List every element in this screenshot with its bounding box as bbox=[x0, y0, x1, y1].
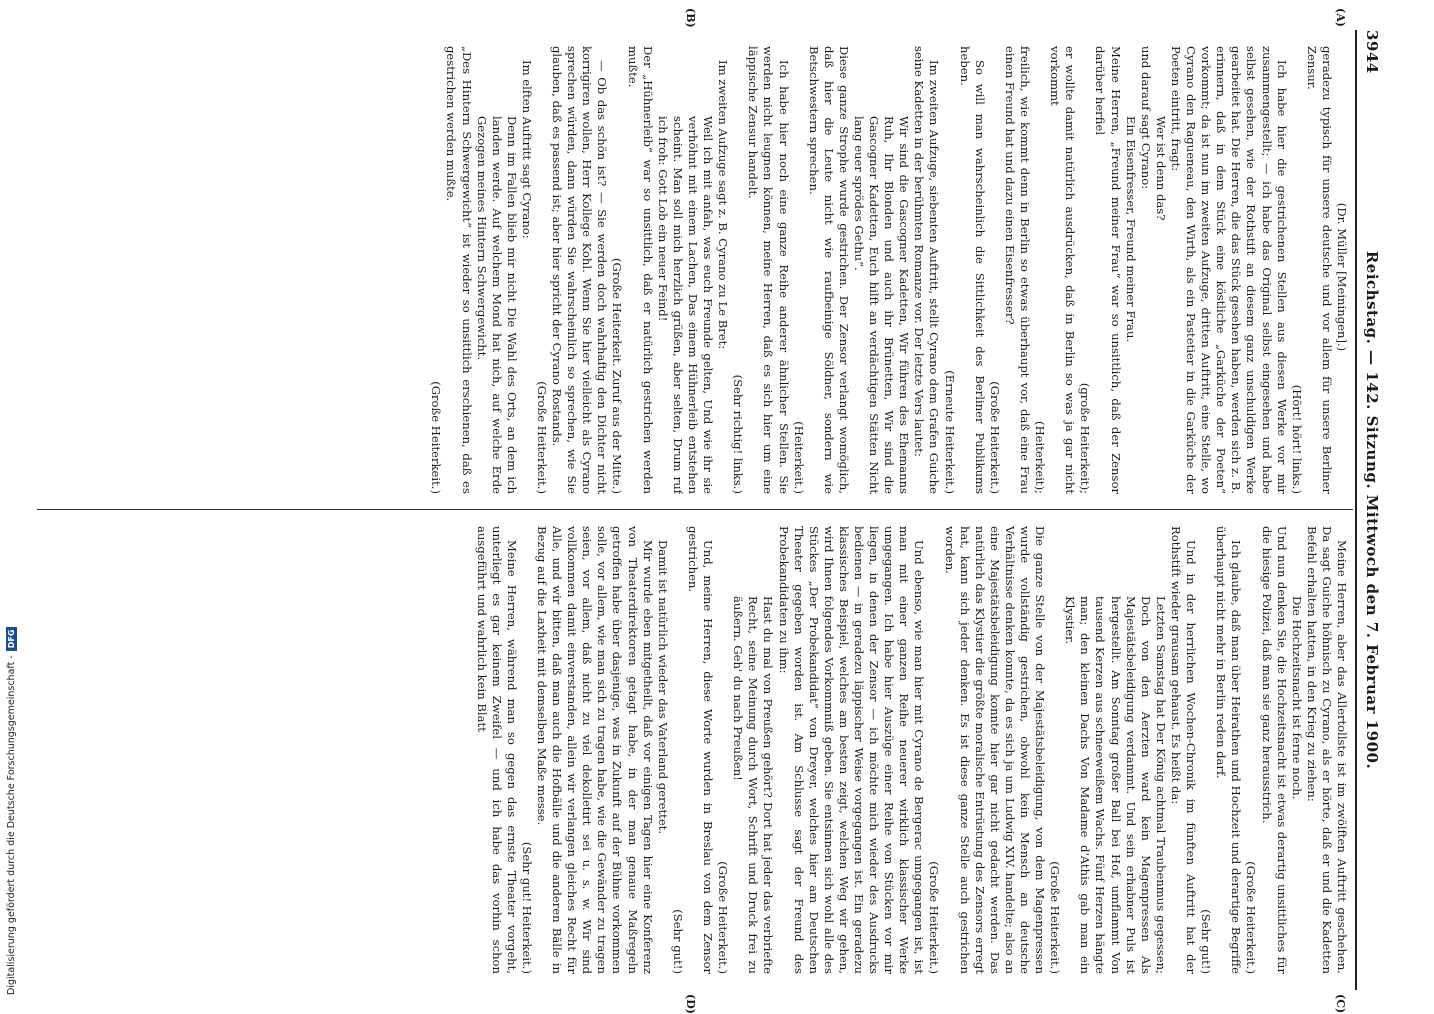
paragraph: Meine Herren, während man so gegen das ernste Theater vorgeht, unterliegt es gar keinem Zweifel — und ich habe das vorhin schon ausgeführt und wahrlich kein Blatt bbox=[474, 526, 519, 974]
stage-direction: (Große Heiterkeit.) bbox=[716, 861, 731, 974]
paragraph: Die ganze Stelle von der Majestätsbeleidigung, von dem Magenpressen wurde vollständig gestrichen, obwohl kein Mensch an deutsche Verhältnisse denken konnte, da es sich ja um Ludwig XIV. handelte; also an eine Majestätsbeleidigung konnte hier gar nicht gedacht werden. Das natürlich das Klystier die größte moralische Entrüstung des Zensors erregt hat, kann sich jeder denken. Es ist diese ganze Stelle auch gestrichen worden. bbox=[942, 526, 1048, 974]
stage-direction: (Sehr gut!) bbox=[670, 909, 685, 974]
paragraph: Ich habe hier die gestrichenen Stellen aus diesen Werke vor mir zusammengestellt; — ich habe das Original selbst eingesehen und habe selbst gesehen, wie der Rothstift an diesem ganz unschuldigen Werke gearbeitet hat. Die Herren, die das Stück gesehen haben, werden sich z. B. erinnern, daß in dem Stück eine köstliche „Garküche der Poeten“ vorkommt; da ist nun im zweiten Aufzuge, dritten Auftritt, eine Stelle, wo Cyrano den Ragueneau, den Wirth, als ein Pastetier in die Garküche der Poeten eintritt, fragt: bbox=[1168, 46, 1289, 494]
verse-quote: Weil ich mit anfah, was euch Freunde gelten, Und wie ihr sie verhöhnt mit einem Lachen, Das einem Hühnerleib entstehen scheint. Man soll mich herzlich grüßen, aber selten, Drum ruf ich froh: Gott Lob ein neuer Feind! bbox=[655, 116, 716, 494]
paragraph: Meine Herren, aber das Allertollste ist im zwölften Auftritt geschehen. Da sagt Guiche höhnisch zu Cyrano, als er hörte, daß er und die Kadetten Befehl erhalten hatten, in den Krieg zu ziehen: bbox=[1304, 526, 1349, 974]
dfg-logo: DFG bbox=[6, 627, 17, 652]
stage-direction: (Sehr richtig! links.) bbox=[731, 374, 746, 494]
paragraph: Damit ist natürlich wieder das Vaterland gerettet. bbox=[655, 540, 670, 835]
stage-direction: (Große Heiterkeit.) bbox=[1244, 861, 1259, 974]
margin-letter-c: (C) bbox=[1334, 994, 1347, 1014]
paragraph: — Ob das schön ist? — Sie werden doch wahrhaftig den Dichter nicht korrigiren wollen, Herr Kollege Kohl. Wenn Sie hier vielleicht als Cyrano sprechen würden, dann würden Sie wahrscheinlich so sprechen, wie Sie glauben, daß es passend ist; aber hier spricht der Cyrano Rostands. bbox=[550, 46, 610, 494]
verse-quote: Wir sind die Gascogner Kadetten, Wir führen des Ehemanns Ruh, Ihr Blonden und auch ihr Brünetten, Wir sind die Gascogner Kadetten, Euch hilft an verdächtigen Stätten Nicht lang euer sprödes Gethu“. bbox=[852, 116, 912, 494]
stage-direction: (Große Heiterkeit.) bbox=[535, 381, 550, 494]
paragraph: So will man wahrscheinlich die Sittlichkeit des Berliner Publikums heben. bbox=[957, 46, 987, 494]
verse-quote: Die Hochzeitsnacht ist ferne noch. bbox=[1289, 596, 1304, 800]
stage-direction: (Große Heiterkeit.) bbox=[429, 381, 444, 494]
stage-direction: (Große Heiterkeit.) bbox=[1048, 861, 1063, 974]
paragraph: Ich habe hier noch eine ganze Reihe anderer ähnlicher Stellen. Sie werden nicht leugnen können, meine Herren, daß es sich hier um eine läppische Zensur handelt. bbox=[746, 46, 791, 494]
paragraph: Diese ganze Strophe wurde gestrichen. Der Zensor verlangt womöglich, daß hier die Leute nicht wie raufbeinige Söldner, sondern wie Betschwestern sprechen. bbox=[806, 46, 851, 494]
paragraph: er wollte damit natürlich ausdrücken, daß in Berlin so was ja gar nicht vorkommt bbox=[1048, 46, 1078, 494]
paragraph: geradezu typisch für unsere deutsche und vor allem für unsere Berliner Zensur. bbox=[1304, 46, 1334, 494]
margin-letter-d: (D) bbox=[684, 994, 697, 1014]
stage-direction: (Heiterkeit); bbox=[1033, 421, 1048, 494]
newspaper-page bbox=[27, 8, 1387, 1014]
margin-letter-b: (B) bbox=[684, 8, 697, 28]
paragraph: und darauf sagt Cyrano: bbox=[1138, 46, 1153, 190]
stage-direction: (Große Heiterkeit. Zuruf aus der Mitte.) bbox=[610, 258, 625, 494]
paragraph: Im zweiten Aufzuge sagt z. B. Cyrano zu Le Bret: bbox=[716, 60, 731, 350]
stage-direction: (Sehr gut!) bbox=[1199, 909, 1214, 974]
stage-direction: (Erneute Heiterkeit.) bbox=[942, 370, 957, 494]
paragraph: Der „Hühnerleib“ war so unsittlich, daß er natürlich gestrichen werden mußte. bbox=[625, 46, 655, 494]
header-rule bbox=[1355, 30, 1357, 990]
paragraph: „Des Hintern Schwergewicht“ ist wieder so unsittlich erschienen, daß es gestrichen werden mußte. bbox=[444, 46, 474, 494]
right-column bbox=[39, 526, 1349, 974]
paragraph: Meine Herren, „Freund meiner Frau“ war so unsittlich, daß der Zensor darüber herfiel bbox=[1093, 46, 1123, 494]
verse-quote: Denn im Fallen blieb mir nicht Die Wahl des Orts, an dem ich landen werde. Auf welchem Mond hat nich, auf welche Erde Gezogen meines Hintern Schwergewicht. bbox=[474, 116, 519, 494]
paragraph: Im zweiten Aufzuge, siebenten Auftritt, stellt Cyrano dem Grafen Guiche seine Kadetten in der berühmten Romanze vor. Der letzte Vers lautet: bbox=[912, 46, 942, 494]
page-number: 3944 bbox=[1363, 30, 1381, 74]
paragraph: freilich, wie kommt denn in Berlin so etwas überhaupt vor, daß eine Frau einen Freund hat und dazu einen Eisenfresser? bbox=[1002, 46, 1033, 494]
stage-direction: (Große Heiterkeit.) bbox=[987, 381, 1002, 494]
verse-quote: Ein Eisenfresser, Freund meiner Frau. bbox=[1123, 116, 1138, 343]
paragraph: Ich glaube, daß man über Heirathen und Hochzeit und derartige Begriffe überhaupt nicht mehr in Berlin reden darf. bbox=[1214, 526, 1244, 974]
margin-letter-a: (A) bbox=[1334, 8, 1347, 27]
stage-direction: (Große Heiterkeit.) bbox=[927, 861, 942, 974]
stage-direction: (Sehr gut! Heiterkeit.) bbox=[519, 841, 534, 974]
paragraph: Und in der herrlichen Wochen-Chronik im fünften Auftritt hat der Rothstift wieder grausam gehaust. Es heißt da: bbox=[1168, 526, 1199, 974]
paragraph: Im elften Auftritt sagt Cyrano: bbox=[519, 60, 534, 239]
stage-direction: (Hört! hört! links.) bbox=[1289, 384, 1304, 494]
paragraph: (Dr. Müller [Meiningen].) bbox=[1335, 202, 1349, 352]
stage-direction: (große Heiterkeit); bbox=[1078, 382, 1093, 494]
left-column bbox=[39, 46, 1349, 494]
verse-quote: Hast du mal von Preußen gehört? Dort hat jeder das verbriefte Recht, seine Meinung durch Wort, Schrift und Druck frei zu äußern. Geh' du nach Preußen! bbox=[731, 596, 776, 974]
page-title: Reichstag. — 142. Sitzung. Mittwoch den 7. Februar 1900. bbox=[1363, 250, 1381, 770]
column-divider bbox=[37, 509, 1353, 510]
stage-direction: (Heiterkeit.) bbox=[791, 421, 806, 494]
verse-quote: Wer ist denn das? bbox=[1153, 116, 1168, 221]
digitization-credit bbox=[6, 627, 17, 995]
paragraph: Und, meine Herren, diese Worte wurden in Breslau von dem Zensor gestrichen. bbox=[685, 526, 716, 974]
page-header bbox=[1357, 30, 1381, 990]
paragraph: Mir wurde eben mitgetheilt, daß vor einigen Tagen hier eine Konferenz von Theaterdirektoren getagt habe, in der man genaue Maßregeln getroffen habe über dasjenige, was in Zukunft auf der Bühne vorkommen solle, vor allem, wie man sich zu tragen habe, wie die Gewänder zu tragen seien, vor allem, daß nicht zu viel dekolletirt sei u. s. w. Wir sind vollkommen damit einverstanden, allein wir verlangen gleiches Recht für Alle, und wir bitten, daß man auch die Hofbälle und die anderen Bälle in Bezug auf die Laxheit mit demselben Maße messe. bbox=[535, 526, 655, 974]
paragraph: Und nun denken Sie, die Hochzeitsnacht ist etwas derartig unsittliches für die hiesige Polizei, daß man sie ganz herausstrich. bbox=[1259, 526, 1289, 974]
credit-text: Digitalisierung gefördert durch die Deutsche Forschungsgemeinschaft - bbox=[6, 655, 17, 995]
paragraph: Und ebenso, wie man hier mit Cyrano de Bergerac umgegangen ist, ist man mit einer ganzen Reihe neuerer wirklich klassischer Werke umgegangen. Ich habe hier Auszüge einer Reihe von Stücken vor mir liegen, in denen der Zensor — ich möchte mich wieder des Ausdrucks bedienen — in geradezu läppischer Weise vorgegangen ist. Ein geradezu klassisches Beispiel, welches am besten zeigt, welchen Weg wir gehen, wird Ihnen folgendes Vorkommniß geben. Sie entsinnen sich wohl alle des Stückes „Der Probekandidat“ von Dreyer, welches hier am Deutschen Theater gegeben worden ist. Am Schlusse sagt der Freund des Probekandidaten zu ihm: bbox=[776, 526, 927, 974]
verse-quote: Letzten Samstag hat Der König achtmal Traubenmus gegessen; Doch von den Aerzten ward kein Magenpressen Als Majestätsbeleidigung verdammt. Und sein erhabner Puls ist hergestellt. Am Sonntag großer Ball bei Hof, umflammt Von tausend Kerzen aus schneeweißem Wachs. Fünf Herzen hängte man; den kleinen Dachs Von Madame d'Athis gab man ein Klystier. bbox=[1063, 596, 1168, 974]
